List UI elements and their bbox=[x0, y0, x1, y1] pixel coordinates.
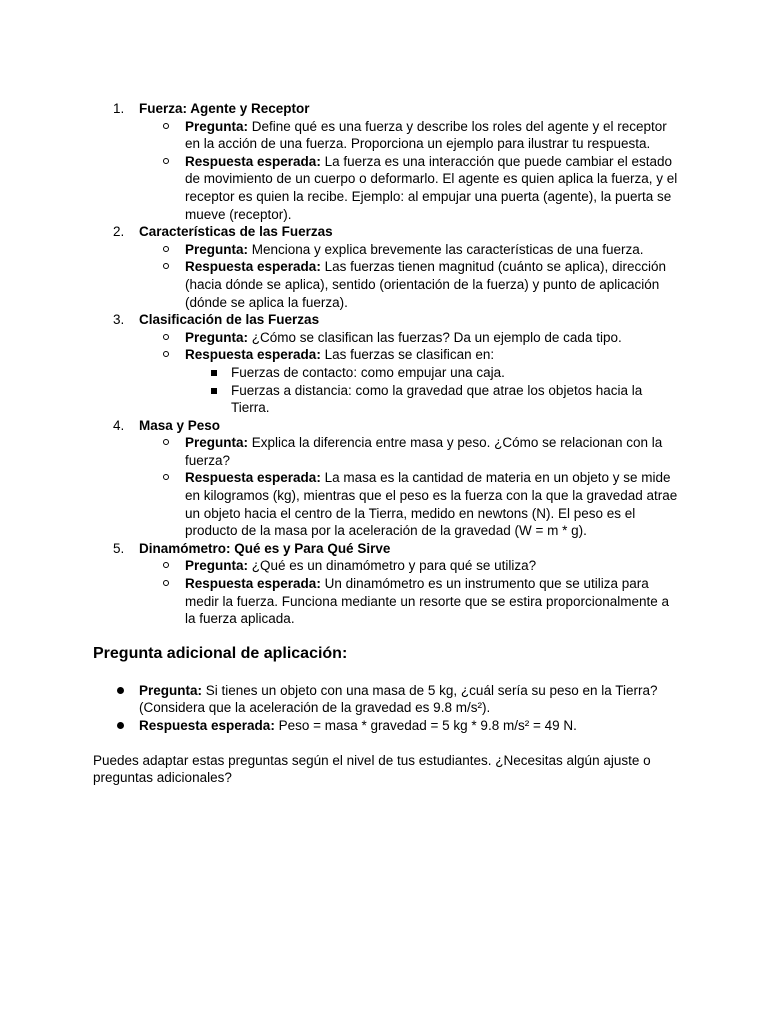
item-title: Fuerza: Agente y Receptor bbox=[139, 101, 310, 116]
sub-list bbox=[139, 241, 683, 311]
sub-list bbox=[139, 329, 683, 417]
filled-dot-bullet-icon bbox=[117, 722, 124, 729]
hollow-circle-bullet-icon bbox=[163, 562, 169, 568]
hollow-circle-bullet-icon bbox=[163, 334, 169, 340]
sub-item-label: Pregunta: bbox=[185, 558, 249, 574]
sub-list bbox=[139, 118, 683, 224]
sub-item-label: Respuesta esperada: bbox=[185, 347, 321, 363]
question-list bbox=[93, 100, 683, 628]
sub-item-text: ¿Qué es un dinamómetro y para qué se utiliza? bbox=[248, 558, 537, 574]
question-item-fuerza bbox=[93, 100, 683, 223]
square-bullet-icon bbox=[211, 370, 217, 376]
sub-item-text: Las fuerzas se clasifican en: bbox=[320, 347, 495, 363]
hollow-circle-bullet-icon bbox=[163, 351, 169, 357]
sub-item-respuesta bbox=[139, 258, 683, 311]
sub-item-text: La masa es la cantidad de materia en un objeto y se mide en kilogramos (kg), mientras que el peso es la fuerza con la que la gravedad atrae un objeto hacia el centro de la Tierra, medido en newtons (N). El peso es el producto de la masa por la aceleración de la gravedad (W = m * g). bbox=[185, 470, 678, 539]
additional-question-heading: Pregunta adicional de aplicación: bbox=[93, 644, 348, 662]
sub-item-pregunta bbox=[139, 434, 683, 469]
item-number: 3. bbox=[113, 312, 125, 328]
hollow-circle-bullet-icon bbox=[163, 246, 169, 252]
sub-item-pregunta bbox=[139, 118, 683, 153]
sub-list bbox=[139, 434, 683, 540]
hollow-circle-bullet-icon bbox=[163, 263, 169, 269]
question-item-masa-peso bbox=[93, 417, 683, 540]
sub-item-respuesta bbox=[139, 153, 683, 223]
filled-dot-bullet-icon bbox=[117, 687, 124, 694]
sub-item-text: Define qué es una fuerza y describe los roles del agente y el receptor en la acción de una fuerza. Proporciona un ejemplo para ilustrar tu respuesta. bbox=[185, 118, 667, 152]
hollow-circle-bullet-icon bbox=[163, 158, 169, 164]
sub-item-pregunta bbox=[139, 329, 683, 347]
item-title: Dinamómetro: Qué es y Para Qué Sirve bbox=[139, 540, 391, 556]
sub-item-respuesta bbox=[139, 469, 683, 539]
square-bullet-text: Fuerzas a distancia: como la gravedad que atrae los objetos hacia la Tierra. bbox=[231, 382, 643, 416]
sub-item-label: Respuesta esperada: bbox=[185, 470, 321, 486]
sub-item-label: Pregunta: bbox=[185, 118, 249, 134]
square-bullet-text: Fuerzas de contacto: como empujar una caja. bbox=[231, 364, 505, 380]
additional-text: Si tienes un objeto con una masa de 5 kg, ¿cuál sería su peso en la Tierra? (Considera que la aceleración de la gravedad es 9.8 m/s²). bbox=[139, 682, 658, 716]
hollow-circle-bullet-icon bbox=[163, 580, 169, 586]
sub-item-text: Explica la diferencia entre masa y peso. ¿Cómo se relacionan con la fuerza? bbox=[185, 435, 663, 468]
additional-label: Pregunta: bbox=[139, 682, 203, 698]
item-title: Clasificación de las Fuerzas bbox=[139, 312, 320, 328]
item-number: 4. bbox=[113, 417, 125, 433]
sub-item-label: Respuesta esperada: bbox=[185, 259, 321, 275]
sub-item-text: Un dinamómetro es un instrumento que se utiliza para medir la fuerza. Funciona mediante un resorte que se estira proporcionalmente a la fuerza aplicada. bbox=[185, 576, 670, 627]
question-item-caracteristicas bbox=[93, 223, 683, 311]
closing-paragraph: Puedes adaptar estas preguntas según el nivel de tus estudiantes. ¿Necesitas algún ajuste o preguntas adicionales? bbox=[93, 752, 651, 786]
sub-item-label: Pregunta: bbox=[185, 241, 249, 257]
item-number: 5. bbox=[113, 540, 125, 556]
hollow-circle-bullet-icon bbox=[163, 123, 169, 129]
sub-item-pregunta bbox=[139, 557, 683, 575]
sub-item-label: Pregunta: bbox=[185, 435, 249, 451]
sub-item-text: Menciona y explica brevemente las características de una fuerza. bbox=[248, 241, 644, 257]
item-title: Características de las Fuerzas bbox=[139, 224, 333, 240]
hollow-circle-bullet-icon bbox=[163, 474, 169, 480]
sub-item-label: Respuesta esperada: bbox=[185, 153, 321, 169]
sub-item-text: La fuerza es una interacción que puede cambiar el estado de movimiento de un cuerpo o deformarlo. El agente es quien aplica la fuerza, y el receptor es quien la recibe. Ejemplo: al empujar una puerta (agente), la puerta se mueve (receptor). bbox=[185, 153, 678, 222]
additional-text: Peso = masa * gravedad = 5 kg * 9.8 m/s² = 49 N. bbox=[274, 718, 577, 733]
sub-item-text: Las fuerzas tienen magnitud (cuánto se aplica), dirección (hacia dónde se aplica), sentido (orientación de la fuerza) y punto de aplicación (dónde se aplica la fuerza). bbox=[185, 259, 667, 310]
square-bullet-item bbox=[185, 382, 683, 417]
item-number: 1. bbox=[113, 101, 125, 116]
sub-item-pregunta bbox=[139, 241, 683, 259]
question-item-clasificacion bbox=[93, 311, 683, 417]
hollow-circle-bullet-icon bbox=[163, 439, 169, 445]
sub-item-text: ¿Cómo se clasifican las fuerzas? Da un ejemplo de cada tipo. bbox=[248, 329, 622, 345]
question-item-dinamometro bbox=[93, 540, 683, 628]
sub-item-label: Pregunta: bbox=[185, 329, 249, 345]
additional-pregunta bbox=[93, 682, 683, 717]
document-content bbox=[93, 100, 683, 800]
additional-respuesta bbox=[93, 717, 683, 735]
item-number: 2. bbox=[113, 224, 125, 240]
square-bullet-icon bbox=[211, 388, 217, 394]
sub-list bbox=[139, 557, 683, 627]
sub-item-respuesta bbox=[139, 575, 683, 628]
sub-item-label: Respuesta esperada: bbox=[185, 576, 321, 592]
additional-label: Respuesta esperada: bbox=[139, 718, 275, 733]
square-bullet-list bbox=[185, 364, 683, 417]
additional-question-list bbox=[93, 682, 683, 735]
sub-item-respuesta bbox=[139, 346, 683, 416]
item-title: Masa y Peso bbox=[139, 417, 221, 433]
square-bullet-item bbox=[185, 364, 683, 382]
